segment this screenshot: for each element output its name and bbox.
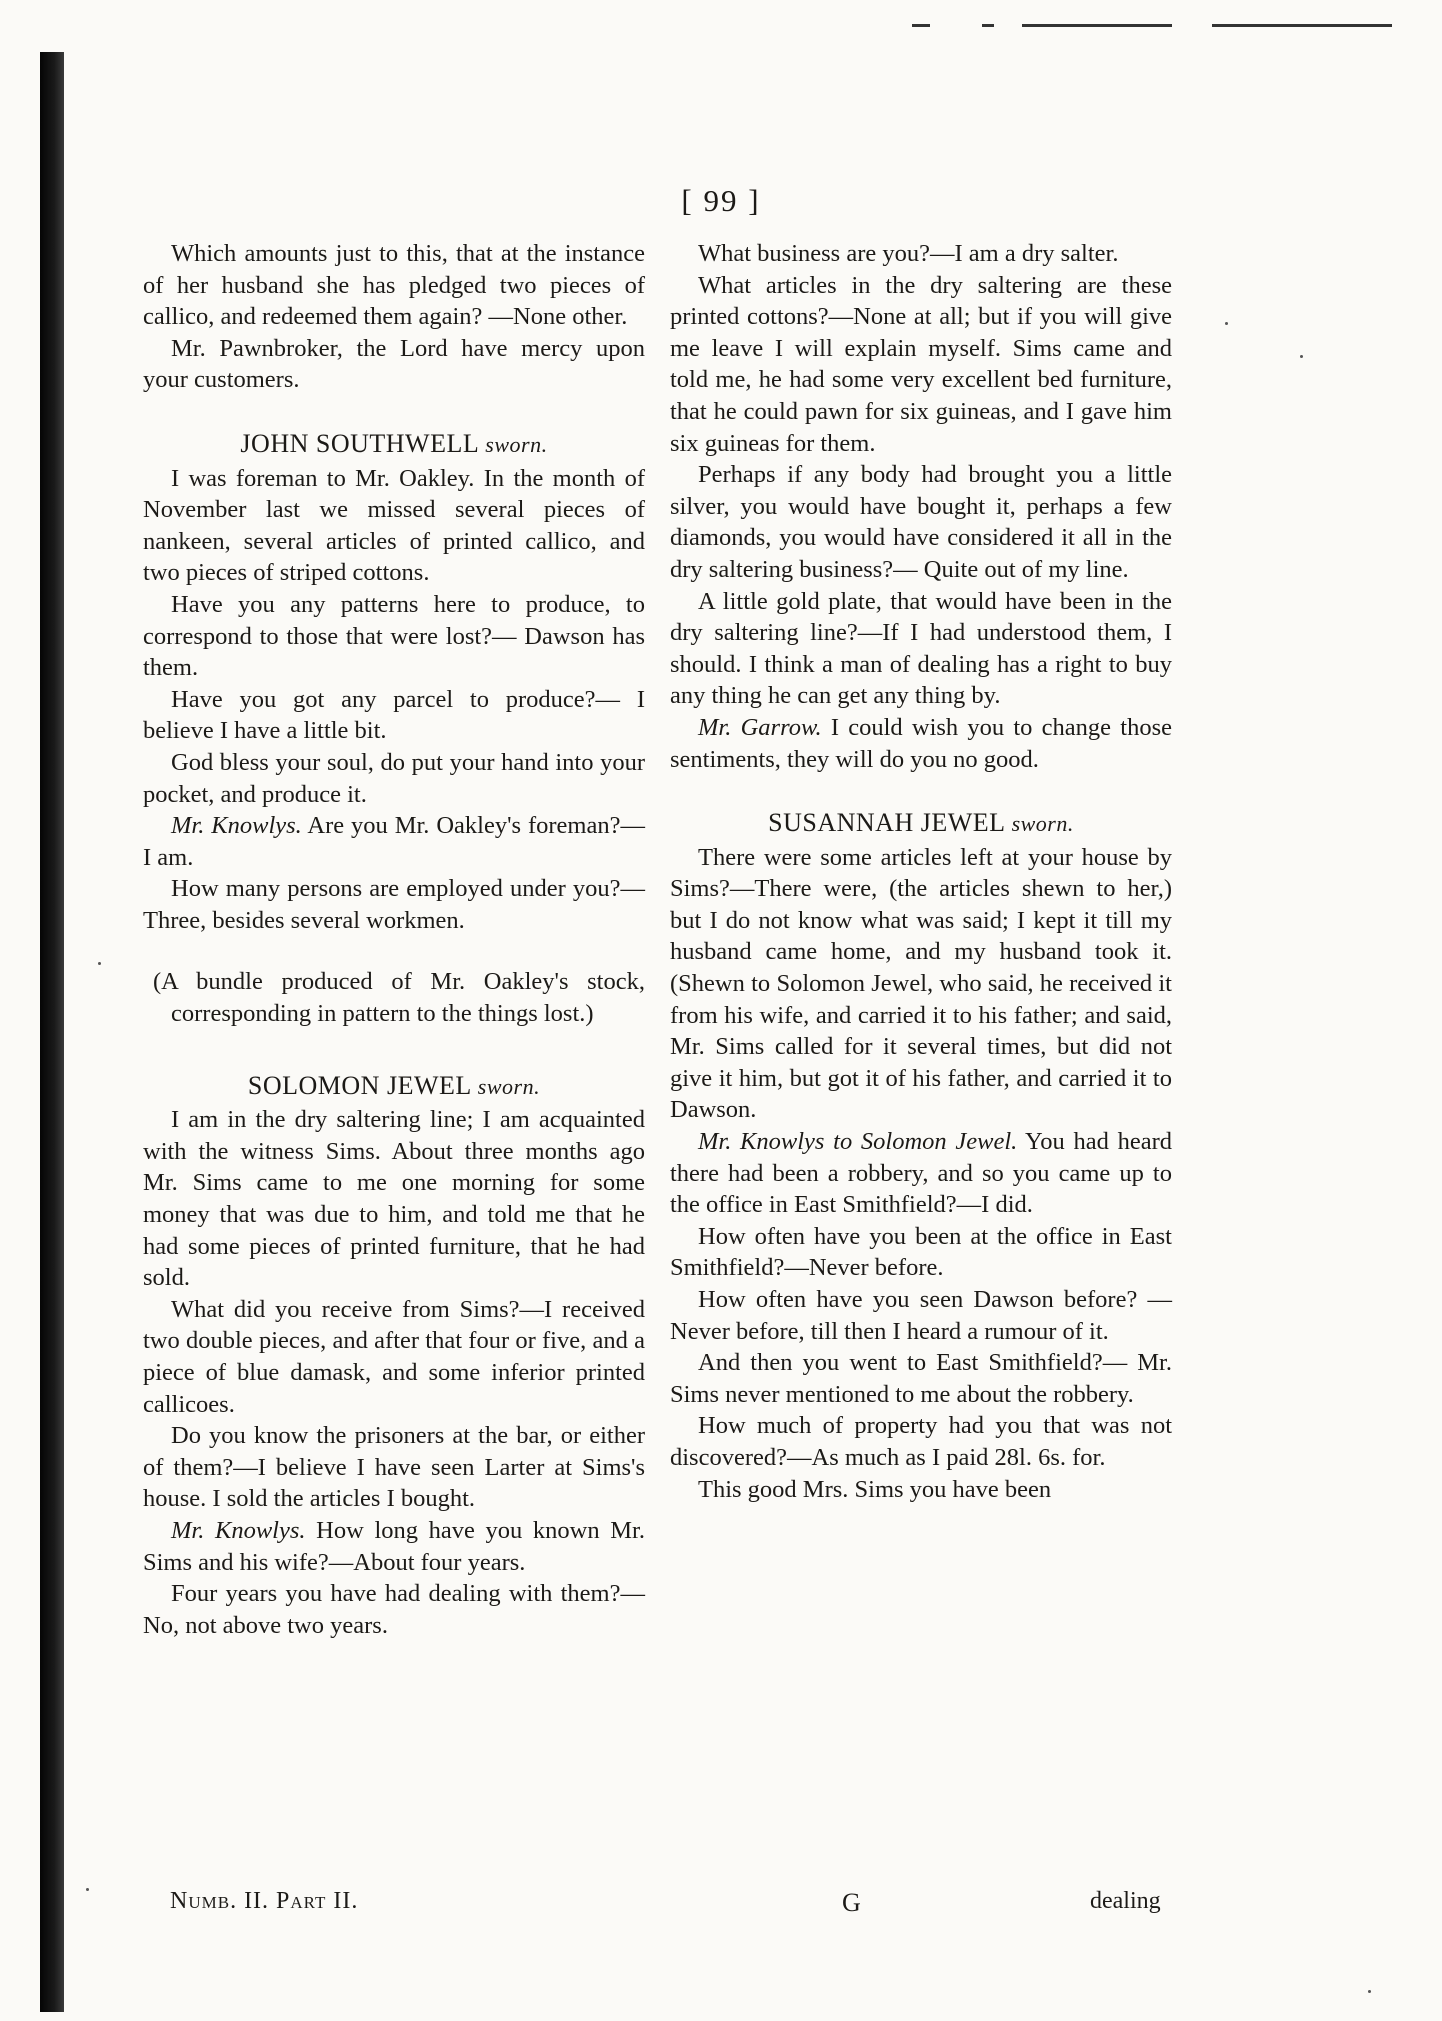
left-column [143,238,645,1641]
paragraph [670,712,1172,775]
signature-mark: G [842,1888,861,1917]
paragraph: How often have you been at the office in East Smithfield?—Never before. [670,1222,1172,1282]
paragraph: And then you went to East Smithfield?— Mr. Sims never mentioned to me about the robbery. [670,1349,1172,1408]
paragraph: There were some articles left at your house by Sims?—There were, (the articles shewn to her,) but I do not know what was said; I kept it till my husband came home, and my husband took it. (Shewn to Solomon Jewel, who said, he received it from his wife, and carried it to his father; and said, Mr. Sims called for it several times, but did not give it him, but got it of his father, and carried it to Dawson. [670,843,1172,1124]
catchword: dealing [1090,1888,1161,1914]
paragraph: Which amounts just to this, that at the instance of her husband she has pledged two pieces of callico, and redeemed them again? —None other. [143,240,645,331]
page-number-header: [ 99 ] [681,183,761,218]
scan-speck [1368,1990,1371,1993]
scan-speck [1300,355,1303,358]
sworn-label: sworn. [485,431,548,457]
paragraph: Have you any patterns here to produce, to correspond to those that were lost?— Dawson has them. [143,590,645,682]
section-heading-solomon-jewel [143,1070,645,1103]
part-number-footer: Numb. II. Part II. [170,1888,359,1914]
paragraph [143,810,645,873]
speech: Are you Mr. Oakley's foreman?—I am. [143,812,645,871]
paragraph [143,1515,645,1578]
speaker: Mr. Garrow. [698,713,822,741]
speech: You had heard there had been a robbery, and so you came up to the office in East Smithfield?—I did. [670,1128,1172,1219]
witness-name: JOHN SOUTHWELL [240,428,479,458]
paragraph: I am in the dry saltering line; I am acquainted with the witness Sims. About three months ago Mr. Sims came to me one morning for some money that was due to him, and told me that he had some pieces of printed furniture, that he had sold. [143,1106,645,1292]
witness-name: SOLOMON JEWEL [247,1070,471,1100]
speaker: Mr. Knowlys. [171,812,302,840]
paragraph: How many persons are employed under you?—Three, besides several workmen. [143,875,645,934]
paragraph: Perhaps if any body had brought you a little silver, you would have bought it, perhaps a few diamonds, you would have considered it all in the dry saltering business?— Quite out of my line. [670,461,1172,583]
paragraph: How much of property had you that was not discovered?—As much as I paid 28l. 6s. for. [670,1412,1172,1471]
sworn-label: sworn. [1011,811,1074,837]
right-column [670,238,1172,1505]
speech: I could wish you to change those sentiments, they will do you no good. [670,713,1172,773]
paragraph: God bless your soul, do put your hand into your pocket, and produce it. [143,748,645,808]
speaker: Mr. Knowlys to Solomon Jewel. [698,1128,1018,1156]
paragraph: What articles in the dry saltering are these printed cottons?—None at all; but if you will give me leave I will explain myself. Sims came and told me, he had some very excellent bed furniture, that he could pawn for six guineas, and I gave him six guineas for them. [670,271,1172,457]
speaker: Mr. Knowlys. [171,1516,306,1544]
paragraph: Do you know the prisoners at the bar, or either of them?—I believe I have seen Larter at Sims's house. I sold the articles I bought. [143,1422,645,1513]
paragraph: This good Mrs. Sims you have been [698,1475,1052,1503]
speech: How long have you known Mr. Sims and his wife?—About four years. [143,1516,645,1576]
paragraph [670,1126,1172,1221]
paragraph: What business are you?—I am a dry salter. [698,240,1119,267]
paragraph: How often have you seen Dawson before? —Never before, till then I heard a rumour of it. [670,1286,1172,1345]
scan-artifact-marks [912,24,1412,30]
sworn-label: sworn. [477,1073,541,1099]
section-heading-john-southwell [143,428,645,461]
bracket-note: (A bundle produced of Mr. Oakley's stock, corresponding in pattern to the things lost.) [153,968,645,1028]
scan-speck [1225,322,1228,325]
paragraph: Mr. Pawnbroker, the Lord have mercy upon your customers. [143,334,645,394]
book-spine-shadow [40,52,64,2012]
paragraph: Four years you have had dealing with them?—No, not above two years. [143,1580,645,1639]
paragraph: What did you receive from Sims?—I received two double pieces, and after that four or five, and a piece of blue damask, and some inferior printed callicoes. [143,1295,645,1418]
scan-speck [86,1888,89,1891]
scan-speck [98,962,101,965]
section-heading-susannah-jewel [670,807,1172,840]
witness-name: SUSANNAH JEWEL [768,808,1005,838]
paragraph: A little gold plate, that would have been in the dry saltering line?—If I had understood them, I should. I think a man of dealing has a right to buy any thing he can get any thing by. [670,587,1172,710]
paragraph: I was foreman to Mr. Oakley. In the month of November last we missed several pieces of nankeen, several articles of printed callico, and two pieces of striped cottons. [143,464,645,587]
paragraph: Have you got any parcel to produce?— I believe I have a little bit. [143,685,645,745]
